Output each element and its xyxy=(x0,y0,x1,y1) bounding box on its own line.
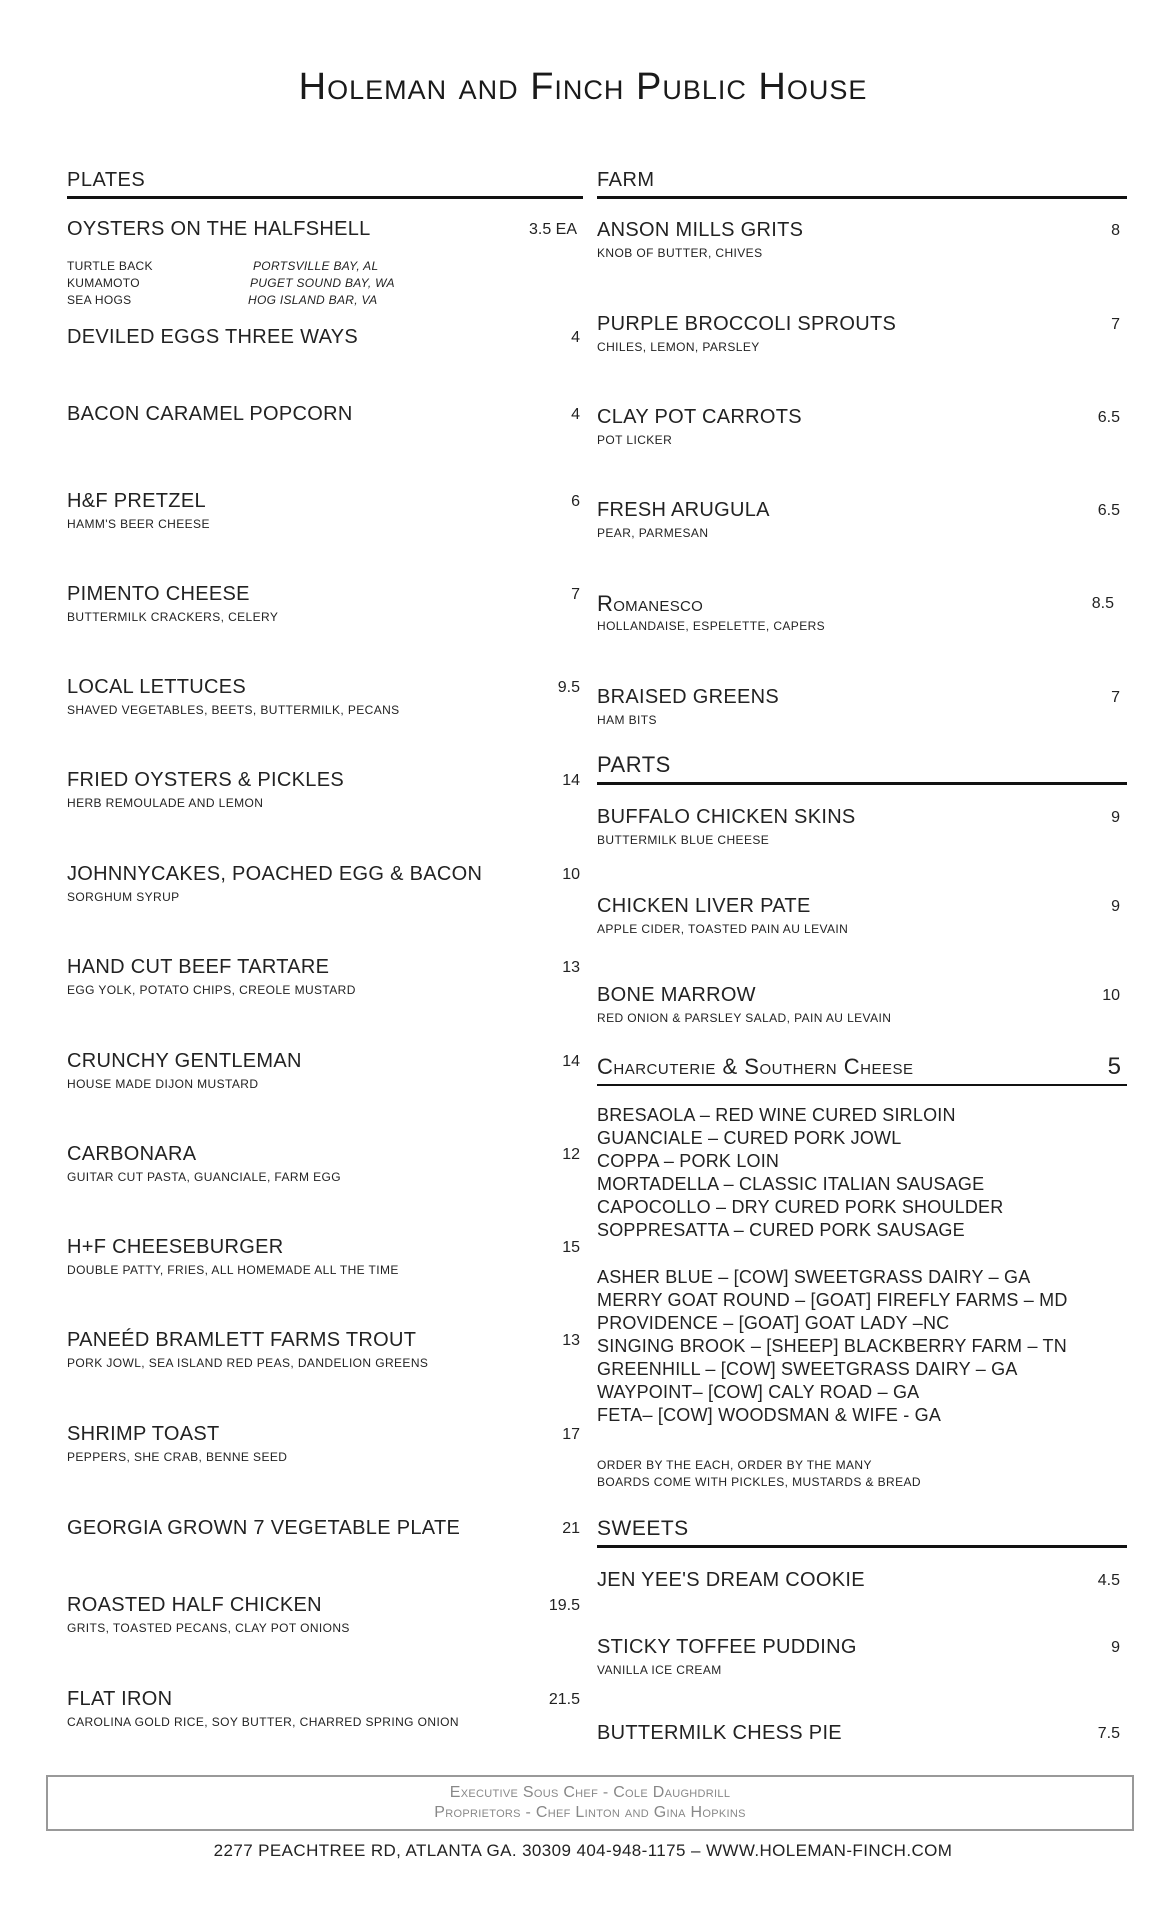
menu-item-name: H&F PRETZEL xyxy=(67,490,206,512)
menu-item-desc: SHAVED VEGETABLES, BEETS, BUTTERMILK, PECANS xyxy=(67,703,400,717)
menu-item xyxy=(67,1329,580,1377)
menu-item xyxy=(67,583,580,631)
menu-item xyxy=(67,1594,580,1642)
charcuterie-meat: SOPPRESATTA – CURED PORK SAUSAGE xyxy=(597,1220,965,1240)
menu-item xyxy=(67,1688,580,1736)
charcuterie-cheese: WAYPOINT– [COW] CALY ROAD – GA xyxy=(597,1382,920,1402)
parts-heading-label: PARTS xyxy=(597,752,671,777)
menu-item-name: JOHNNYCAKES, POACHED EGG & BACON xyxy=(67,863,483,885)
menu-item-name: CHICKEN LIVER PATE xyxy=(597,895,811,917)
menu-item-name: H+F CHEESEBURGER xyxy=(67,1236,284,1258)
oyster-row xyxy=(67,259,379,273)
menu-item xyxy=(67,326,580,366)
charcuterie-cheese: MERRY GOAT ROUND – [GOAT] FIREFLY FARMS – MD xyxy=(597,1290,1068,1310)
menu-item-desc: GUITAR CUT PASTA, GUANCIALE, FARM EGG xyxy=(67,1170,341,1184)
charcuterie-meat: COPPA – PORK LOIN xyxy=(597,1151,780,1171)
menu-item-desc: PEAR, PARMESAN xyxy=(597,526,709,540)
menu-item-price: 12 xyxy=(562,1146,580,1163)
menu-item-desc: RED ONION & PARSLEY SALAD, PAIN AU LEVAIN xyxy=(597,1011,892,1025)
menu-item-name: FRIED OYSTERS & PICKLES xyxy=(67,769,344,791)
menu-item xyxy=(67,1050,580,1098)
menu-item xyxy=(597,499,1120,547)
menu-item xyxy=(597,1569,1120,1609)
menu-item-desc: HERB REMOULADE AND LEMON xyxy=(67,796,264,810)
menu-item-price: 4 xyxy=(571,406,580,423)
menu-item xyxy=(597,806,1120,854)
menu-item-name: BUTTERMILK CHESS PIE xyxy=(597,1722,842,1744)
oyster-row xyxy=(67,276,395,290)
oyster-location: HOG ISLAND BAR, VA xyxy=(248,293,378,307)
menu-item-price: 4 xyxy=(571,329,580,346)
menu-item-price: 14 xyxy=(562,772,580,789)
menu-item-price: 8 xyxy=(1111,222,1120,239)
charcuterie-cheese: GREENHILL – [COW] SWEETGRASS DAIRY – GA xyxy=(597,1359,1018,1379)
oyster-name: TURTLE BACK xyxy=(67,259,153,273)
oyster-location: PUGET SOUND BAY, WA xyxy=(250,276,395,290)
menu-item-price: 8.5 xyxy=(1091,595,1114,612)
menu-item xyxy=(67,1423,580,1471)
menu-item-desc: KNOB OF BUTTER, CHIVES xyxy=(597,246,763,260)
menu-item-name: ANSON MILLS GRITS xyxy=(597,219,804,241)
charcuterie-cheese: SINGING BROOK – [SHEEP] BLACKBERRY FARM – TN xyxy=(597,1336,1067,1356)
menu-item-desc: CHILES, LEMON, PARSLEY xyxy=(597,340,760,354)
menu-item-price: 6 xyxy=(571,493,580,510)
menu-item-name: SHRIMP TOAST xyxy=(67,1423,220,1445)
menu-item-desc: BUTTERMILK BLUE CHEESE xyxy=(597,833,770,847)
menu-item xyxy=(67,1143,580,1191)
menu-item-price: 10 xyxy=(562,866,580,883)
charcuterie-cheese: ASHER BLUE – [COW] SWEETGRASS DAIRY – GA xyxy=(597,1267,1031,1287)
charcuterie-heading xyxy=(597,1054,1127,1086)
menu-item-desc: HOLLANDAISE, ESPELETTE, CAPERS xyxy=(597,619,826,633)
menu-item-desc: EGG YOLK, POTATO CHIPS, CREOLE MUSTARD xyxy=(67,983,356,997)
charcuterie-price: 5 xyxy=(1107,1053,1121,1080)
menu-item-price: 4.5 xyxy=(1097,1572,1120,1589)
plates-heading-label: PLATES xyxy=(67,169,146,191)
menu-item-desc: HOUSE MADE DIJON MUSTARD xyxy=(67,1077,259,1091)
menu-item-name: BACON CARAMEL POPCORN xyxy=(67,403,353,425)
menu-item xyxy=(597,313,1120,361)
oyster-name: SEA HOGS xyxy=(67,293,132,307)
oyster-row xyxy=(67,293,378,307)
address-line: 2277 PEACHTREE RD, ATLANTA GA. 30309 404-948-1175 – WWW.HOLEMAN-FINCH.COM xyxy=(213,1841,953,1860)
menu-item-price: 14 xyxy=(562,1053,580,1070)
menu-item xyxy=(67,676,580,724)
charcuterie-meat: BRESAOLA – RED WINE CURED SIRLOIN xyxy=(597,1105,956,1125)
sweets-heading xyxy=(597,1515,1127,1548)
menu-item-desc: VANILLA ICE CREAM xyxy=(597,1663,722,1677)
charcuterie-heading-label: Charcuterie & Southern Cheese xyxy=(597,1054,914,1079)
menu-item xyxy=(597,1722,1120,1762)
menu-item-desc: PORK JOWL, SEA ISLAND RED PEAS, DANDELION GREENS xyxy=(67,1356,429,1370)
menu-item xyxy=(67,1517,580,1557)
menu-item xyxy=(597,984,1120,1032)
menu-item-name: Romanesco xyxy=(597,591,704,616)
menu-item-name: BONE MARROW xyxy=(597,984,756,1006)
menu-item-name: BRAISED GREENS xyxy=(597,686,780,708)
plates-heading xyxy=(67,166,583,199)
menu-item-price: 13 xyxy=(562,1332,580,1349)
menu-item-price: 7 xyxy=(1111,316,1120,333)
menu-item-desc: POT LICKER xyxy=(597,433,673,447)
farm-heading xyxy=(597,166,1127,199)
menu-item xyxy=(597,1636,1120,1684)
restaurant-title: Holeman and Finch Public House xyxy=(298,66,868,108)
menu-item xyxy=(67,769,580,817)
menu-item-name: HAND CUT BEEF TARTARE xyxy=(67,956,330,978)
charcuterie-cheese: PROVIDENCE – [GOAT] GOAT LADY –NC xyxy=(597,1313,950,1333)
menu-item xyxy=(67,863,580,911)
menu-item-name: LOCAL LETTUCES xyxy=(67,676,247,698)
menu-item-desc: PEPPERS, SHE CRAB, BENNE SEED xyxy=(67,1450,288,1464)
menu-item-desc: SORGHUM SYRUP xyxy=(67,890,180,904)
menu-item-desc: DOUBLE PATTY, FRIES, ALL HOMEMADE ALL THE TIME xyxy=(67,1263,399,1277)
oyster-name: KUMAMOTO xyxy=(67,276,140,290)
charcuterie-note: ORDER BY THE EACH, ORDER BY THE MANY xyxy=(597,1458,872,1472)
oyster-location: PORTSVILLE BAY, AL xyxy=(253,259,379,273)
charcuterie-meat: GUANCIALE – CURED PORK JOWL xyxy=(597,1128,902,1148)
menu-item-name: CLAY POT CARROTS xyxy=(597,406,802,428)
menu-item-price: 13 xyxy=(562,959,580,976)
menu-item-name: GEORGIA GROWN 7 VEGETABLE PLATE xyxy=(67,1517,461,1539)
sweets-heading-label: SWEETS xyxy=(597,1517,689,1540)
charcuterie-note: BOARDS COME WITH PICKLES, MUSTARDS & BREAD xyxy=(597,1475,921,1489)
menu-item-desc: HAM BITS xyxy=(597,713,657,727)
menu-item-name: OYSTERS ON THE HALFSHELL xyxy=(67,218,371,240)
charcuterie-cheese: FETA– [COW] WOODSMAN & WIFE - GA xyxy=(597,1405,942,1425)
menu-item xyxy=(597,219,1120,267)
menu-item-name: BUFFALO CHICKEN SKINS xyxy=(597,806,856,828)
menu-item-price: 10 xyxy=(1102,987,1120,1004)
menu-item-price: 7 xyxy=(571,586,580,603)
menu-item xyxy=(597,686,1120,734)
menu-item-name: STICKY TOFFEE PUDDING xyxy=(597,1636,857,1658)
menu-item-price: 7 xyxy=(1111,689,1120,706)
charcuterie-meat: CAPOCOLLO – DRY CURED PORK SHOULDER xyxy=(597,1197,1004,1217)
parts-heading xyxy=(597,752,1127,785)
menu-item xyxy=(67,403,580,443)
menu-item-name: CARBONARA xyxy=(67,1143,197,1165)
menu-item-price: 15 xyxy=(562,1239,580,1256)
menu-item-price: 17 xyxy=(562,1426,580,1443)
menu-item-price: 9 xyxy=(1111,898,1120,915)
farm-heading-label: FARM xyxy=(597,169,655,191)
menu-item-name: PANEÉD BRAMLETT FARMS TROUT xyxy=(67,1329,417,1351)
proprietors-line: Proprietors - Chef Linton and Gina Hopkins xyxy=(434,1804,746,1821)
menu-item-name: PIMENTO CHEESE xyxy=(67,583,250,605)
menu-item-price: 6.5 xyxy=(1097,502,1120,519)
charcuterie-meat: MORTADELLA – CLASSIC ITALIAN SAUSAGE xyxy=(597,1174,985,1194)
menu-item-desc: CAROLINA GOLD RICE, SOY BUTTER, CHARRED SPRING ONION xyxy=(67,1715,459,1729)
menu-item-name: ROASTED HALF CHICKEN xyxy=(67,1594,322,1616)
menu-item-desc: GRITS, TOASTED PECANS, CLAY POT ONIONS xyxy=(67,1621,350,1635)
menu-item-price: 9.5 xyxy=(557,679,580,696)
menu-item-name: JEN YEE'S DREAM COOKIE xyxy=(597,1569,865,1591)
menu-item-name: DEVILED EGGS THREE WAYS xyxy=(67,326,359,348)
menu-item-price: 19.5 xyxy=(548,1597,580,1614)
menu-item xyxy=(597,895,1120,943)
staff-credits-box xyxy=(46,1775,1134,1831)
menu-item-price: 3.5 EA xyxy=(528,221,577,238)
menu-item xyxy=(67,956,580,1004)
menu-item-price: 9 xyxy=(1111,1639,1120,1656)
menu-item-name: CRUNCHY GENTLEMAN xyxy=(67,1050,302,1072)
menu-item xyxy=(67,1236,580,1284)
menu-item xyxy=(597,592,1120,640)
menu-item-name: PURPLE BROCCOLI SPROUTS xyxy=(597,313,897,335)
menu-item-price: 21.5 xyxy=(548,1691,580,1708)
menu-item-price: 9 xyxy=(1111,809,1120,826)
menu-item xyxy=(597,406,1120,454)
menu-item-price: 7.5 xyxy=(1097,1725,1120,1742)
menu-item-price: 6.5 xyxy=(1097,409,1120,426)
menu-item-name: FRESH ARUGULA xyxy=(597,499,770,521)
menu-item-desc: APPLE CIDER, TOASTED PAIN AU LEVAIN xyxy=(597,922,849,936)
menu-item-desc: BUTTERMILK CRACKERS, CELERY xyxy=(67,610,279,624)
menu-item-name: FLAT IRON xyxy=(67,1688,173,1710)
menu-item-price: 21 xyxy=(562,1520,580,1537)
menu-item-desc: HAMM'S BEER CHEESE xyxy=(67,517,210,531)
executive-chef-line: Executive Sous Chef - Cole Daughdrill xyxy=(449,1784,731,1801)
menu-item xyxy=(67,490,580,538)
